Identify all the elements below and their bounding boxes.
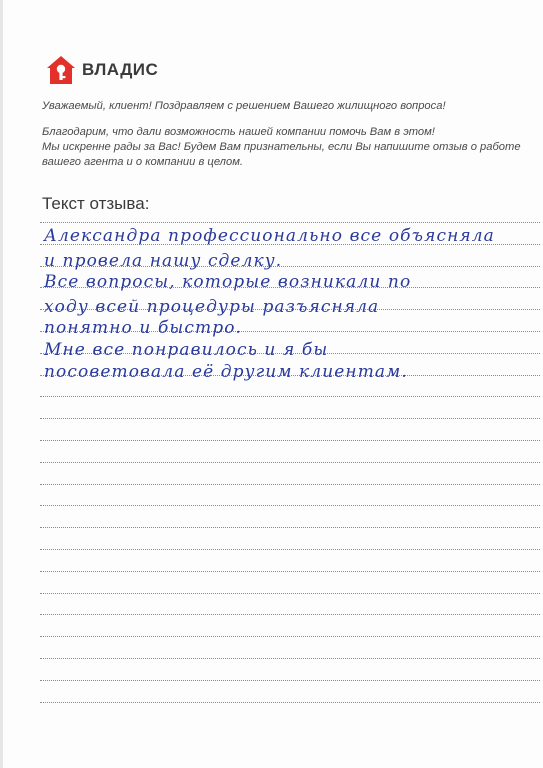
handwritten-line: посоветовала её другим клиентам.	[44, 362, 408, 382]
ruled-line	[40, 440, 540, 441]
ruled-line	[40, 549, 540, 550]
handwritten-line: ходу всей процедуры разъясняла	[44, 297, 380, 317]
request-text-cont: вашего агента и о компании в целом.	[42, 156, 243, 168]
thanks-text: Благодарим, что дали возможность нашей компании помочь Вам в этом!	[42, 126, 435, 138]
ruled-line	[40, 680, 540, 681]
handwritten-line: Все вопросы, которые возникали по	[44, 272, 412, 292]
ruled-line	[40, 505, 540, 506]
ruled-lines	[40, 0, 540, 768]
ruled-line	[40, 527, 540, 528]
ruled-line	[40, 658, 540, 659]
ruled-line	[40, 702, 540, 703]
request-text: Мы искренне рады за Вас! Будем Вам признательны, если Вы напишите отзыв о работе	[42, 141, 521, 153]
ruled-line	[40, 484, 540, 485]
ruled-line	[40, 593, 540, 594]
handwritten-line: и провела нашу сделку.	[44, 251, 283, 271]
greeting-text: Уважаемый, клиент! Поздравляем с решением Вашего жилищного вопроса!	[42, 100, 446, 112]
ruled-line	[40, 614, 540, 615]
ruled-line	[40, 462, 540, 463]
page-edge	[0, 0, 3, 768]
ruled-line	[40, 396, 540, 397]
brand-name: ВЛАДИС	[82, 60, 159, 79]
handwritten-line: понятно и быстро.	[44, 318, 243, 338]
ruled-line	[40, 636, 540, 637]
ruled-line	[40, 222, 540, 223]
ruled-line	[40, 418, 540, 419]
ruled-line	[40, 571, 540, 572]
handwritten-line: Александра профессионально все объясняла	[44, 226, 495, 246]
review-heading: Текст отзыва:	[42, 194, 150, 213]
handwritten-line: Мне все понравилось и я бы	[44, 340, 329, 360]
